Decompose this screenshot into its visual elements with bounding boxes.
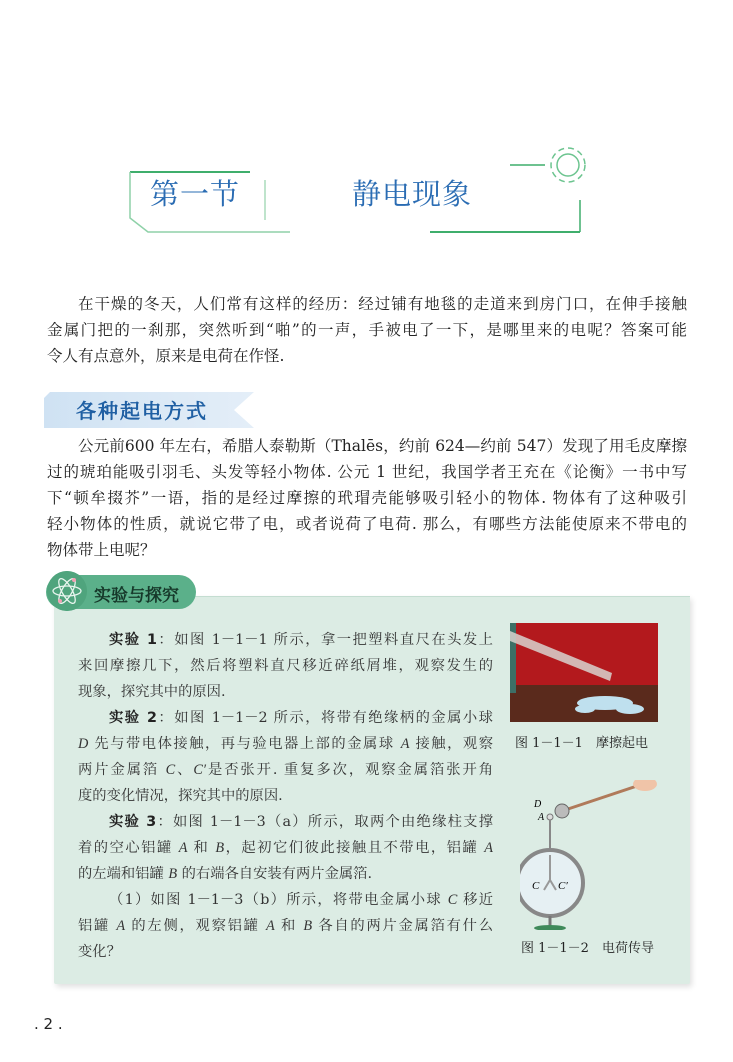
atom-icon [47,571,87,611]
variable-label: C [165,762,176,778]
figure-caption: 图 1－1－2 电荷传导 [521,941,654,956]
text-segment: ：如图 1－1－1 所示，拿一把塑料直尺在头发上 [156,632,493,648]
page-number: . 2 . [34,1015,63,1033]
experiment-line [78,627,493,653]
text-line: 在干燥的冬天，人们常有这样的经历：经过铺有地毯的走道来到房门口，在伸手接触 [78,295,687,313]
experiment-line [78,705,493,731]
text-line: 物体带上电呢？ [47,541,156,559]
label-a: A [538,812,545,823]
text-segment: 来回摩擦几下，然后将塑料直尺移近碎纸屑堆，观察发生的 [78,658,493,674]
figure-electroscope [520,780,670,930]
variable-label: A [400,736,410,752]
text-segment: 两片金属箔 [78,762,166,778]
variable-label: D [78,736,89,752]
text-segment: 着的空心铝罐 [78,840,179,856]
text-segment: ：如图 1－1－3（a）所示，取两个由绝缘柱支撑 [156,814,493,830]
text-segment: 和 [187,840,216,856]
experiment-text [78,627,493,965]
text-segment: 的左侧，观察铝罐 [125,918,266,934]
text-line: 下“顿牟掇芥”一语，指的是经过摩擦的玳瑁壳能够吸引轻小的物体. 物体有了这种吸引 [47,489,687,507]
text-segment: ：如图 1－1－2 所示，将带有绝缘柄的金属小球 [156,710,493,726]
experiment-line [78,809,493,835]
text-line: 金属门把的一刹那，突然听到“啪”的一声，手被电了一下，是哪里来的电呢？答案可能 [47,321,687,339]
text-line: 过的琥珀能吸引羽毛、头发等轻小物体. 公元 1 世纪，我国学者王充在《论衡》一书中写 [47,463,687,481]
experiment-line [78,783,493,809]
text-segment: 现象，探究其中的原因. [78,684,226,700]
subsection-paragraph [47,433,687,563]
intro-paragraph [47,291,687,369]
text-line: 公元前600 年左右，希腊人泰勒斯（Thalēs，约前 624—约前 547）发现了用毛皮摩擦 [78,437,687,455]
text-segment: 是否张开. 重复多次，观察金属箔张开角 [206,762,493,778]
subsection-heading: 各种起电方式 [76,399,208,423]
variable-label: A [116,918,126,934]
text-segment: 、 [175,762,194,778]
variable-label: C′ [193,762,207,778]
label-c: C [532,880,540,892]
box-divider [190,596,690,597]
text-segment: 和 [274,918,304,934]
variable-label: A [178,840,188,856]
text-line: 令人有点意外，原来是电荷在作怪. [47,347,285,365]
experiment-line [78,861,493,887]
experiment-tag-label: 实验与探究 [94,586,179,606]
experiment-line [78,835,493,861]
experiment-label: 实验 3 [109,814,157,830]
section-title: 静电现象 [352,177,473,211]
gear-icon [551,148,585,182]
variable-label: C [447,892,458,908]
variable-label: B [215,840,225,856]
text-segment: 先与带电体接触，再与验电器上部的金属球 [88,736,401,752]
experiment-line [78,939,493,965]
text-segment: 变化？ [78,944,121,960]
text-segment: 接触，观察 [409,736,493,752]
section-number: 第一节 [150,177,241,211]
experiment-line [78,731,493,757]
text-segment: 度的变化情况，探究其中的原因. [78,788,283,804]
text-segment: 各自的两片金属箔有什么 [312,918,493,934]
label-d: D [534,799,542,810]
text-segment: 的左端和铝罐 [78,866,169,882]
variable-label: B [303,918,313,934]
experiment-label: 实验 2 [109,710,157,726]
text-line: 轻小物体的性质，就说它带了电，或者说荷了电荷. 那么，有哪些方法能使原来不带电的 [47,515,687,533]
variable-label: B [168,866,178,882]
label-c-prime: C′ [558,880,568,892]
variable-label: A [265,918,275,934]
figure-caption: 图 1－1－1 摩擦起电 [515,736,648,751]
experiment-line [78,757,493,783]
experiment-line [78,913,493,939]
variable-label: A [484,840,494,856]
experiment-label: 实验 1 [109,632,157,648]
experiment-line [78,887,493,913]
text-segment: 的右端各自安装有两片金属箔. [177,866,373,882]
text-segment: 铝罐 [78,918,117,934]
experiment-line [78,679,493,705]
text-segment: 移近 [457,892,494,908]
text-segment: ，起初它们彼此接触且不带电，铝罐 [224,840,485,856]
experiment-line [78,653,493,679]
figure-friction-photo [510,623,658,722]
text-segment: （1）如图 1－1－3（b）所示，将带电金属小球 [109,892,448,908]
